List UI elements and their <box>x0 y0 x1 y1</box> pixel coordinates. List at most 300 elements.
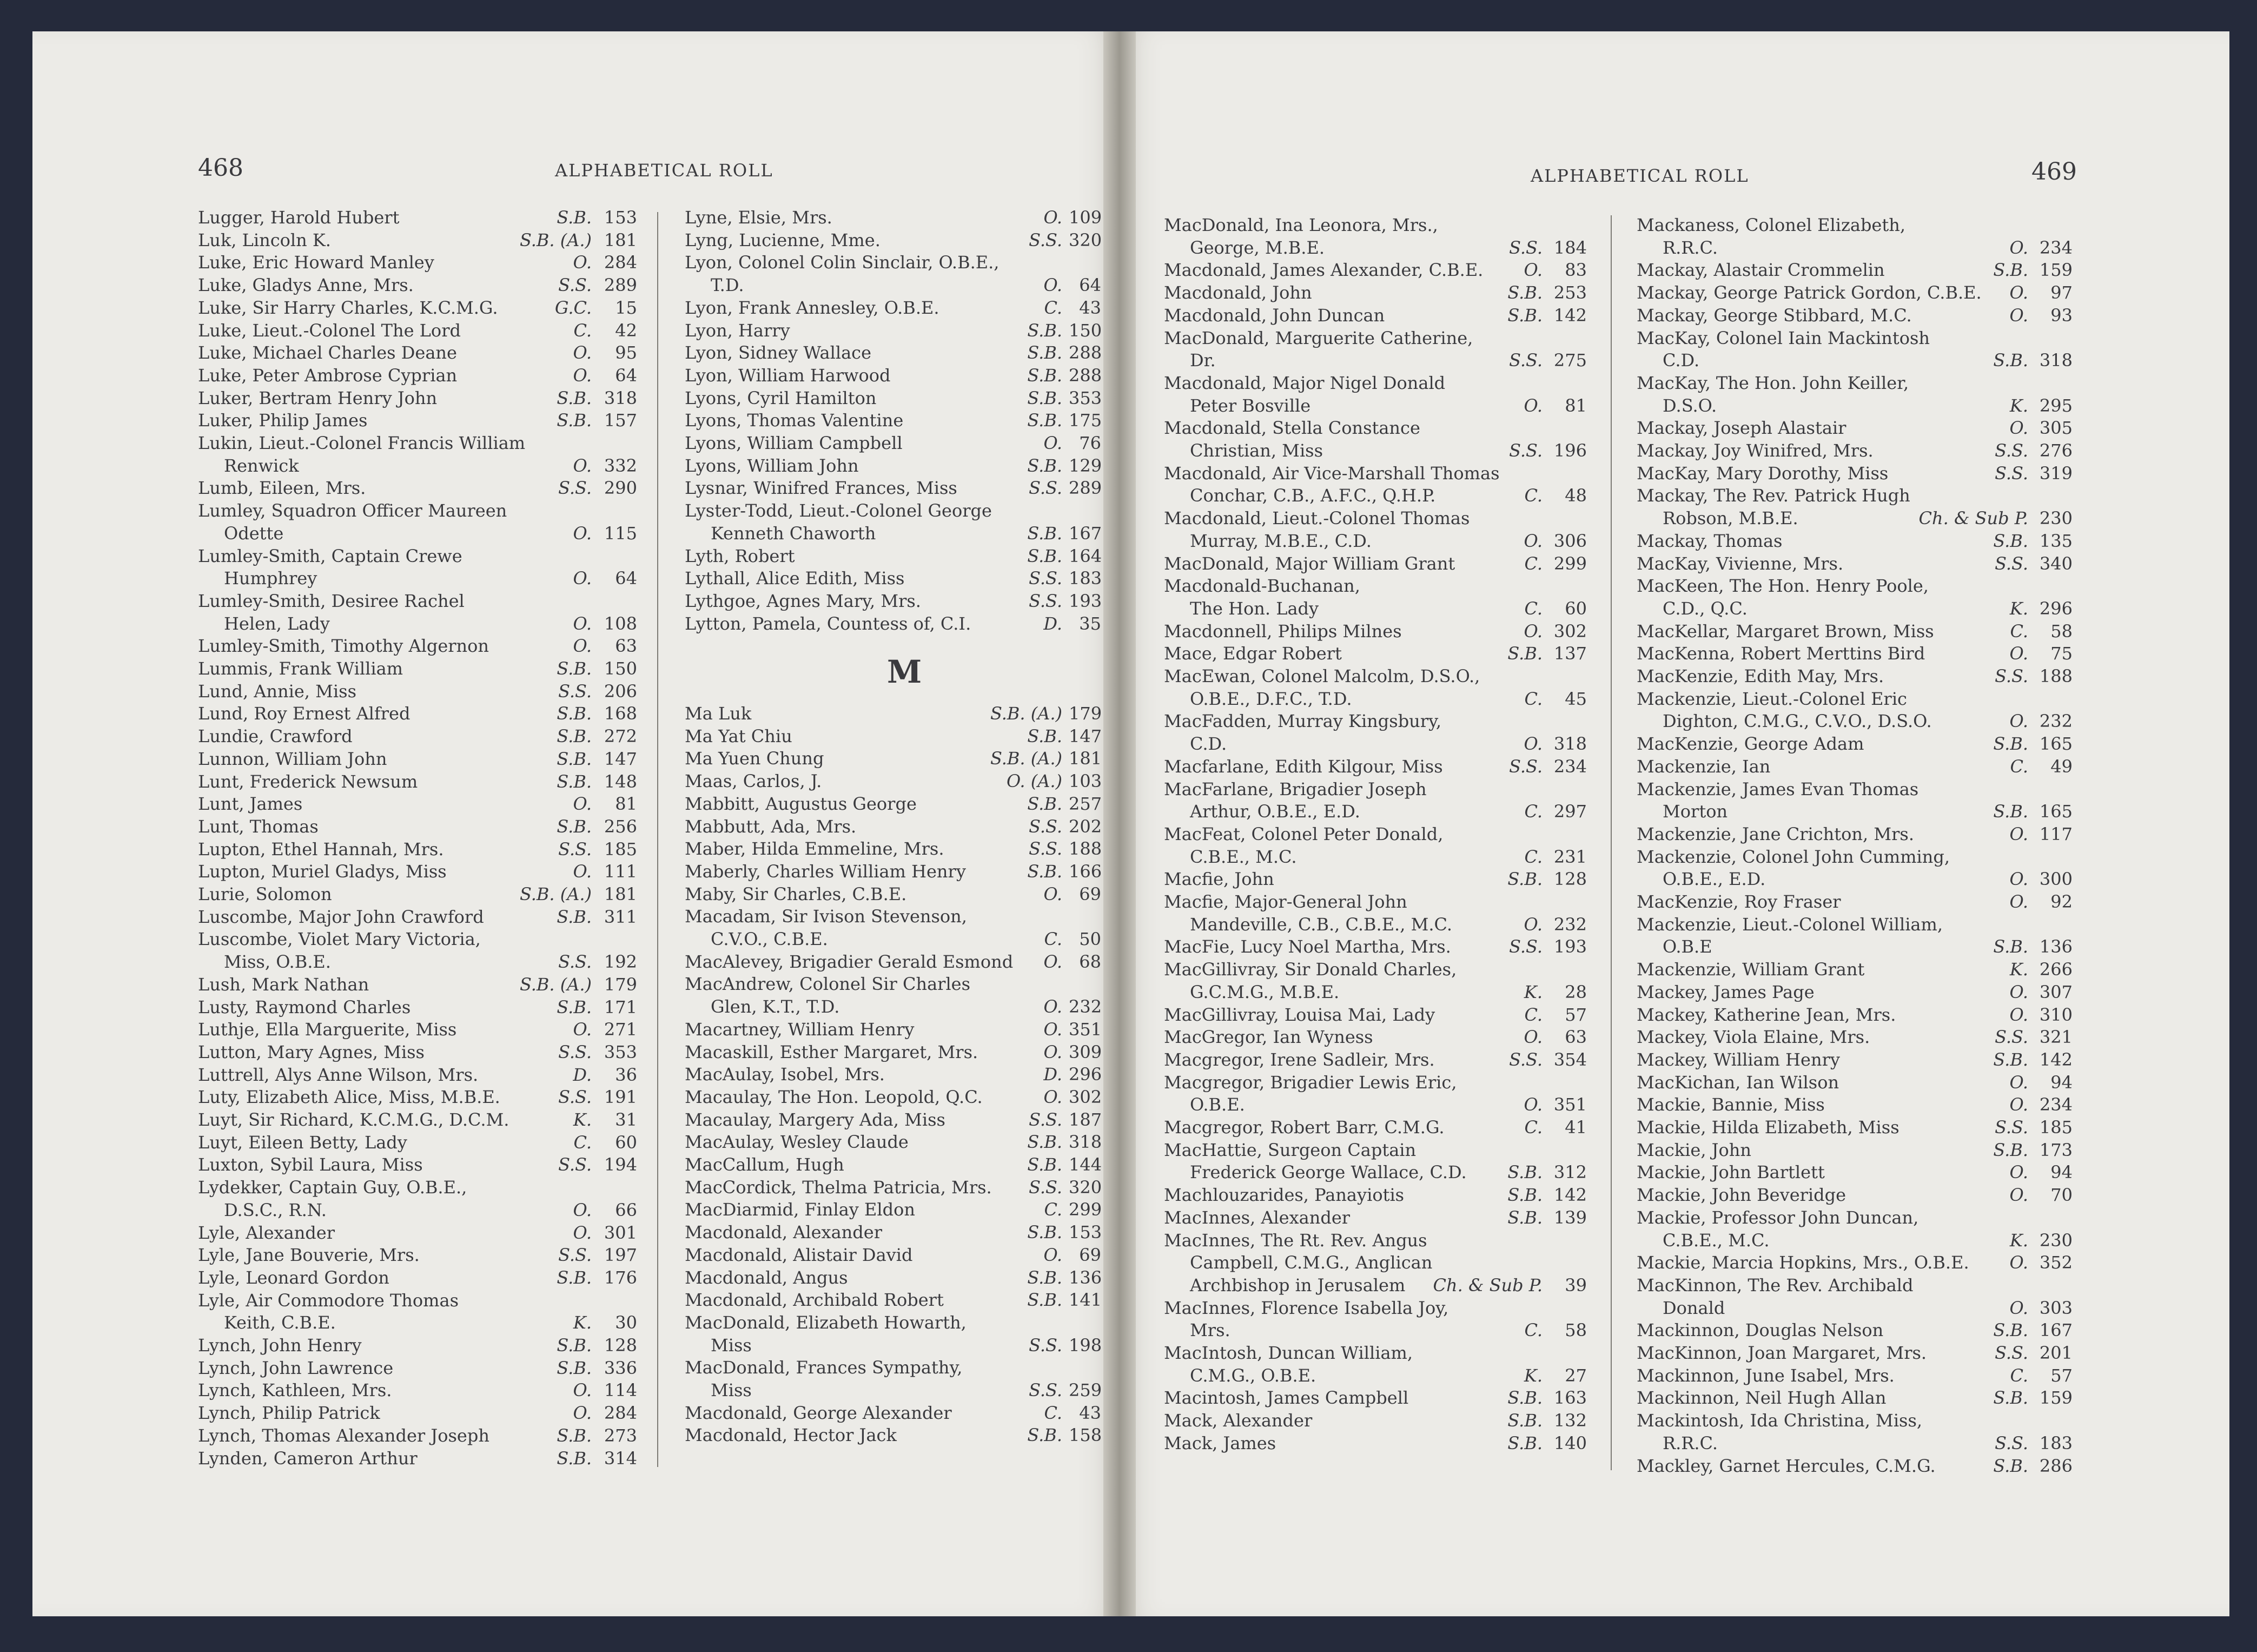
roll-entry-award: O. <box>1043 1041 1062 1062</box>
roll-entry-award: S.B. <box>1507 869 1543 890</box>
roll-entry-award: S.S. <box>558 680 592 702</box>
roll-entry-award: S.S. <box>1995 666 2028 686</box>
roll-entry-name: Macadam, Sir Ivison Stevenson, <box>685 906 967 927</box>
roll-entry-page-ref: 232 <box>2039 711 2073 732</box>
roll-entry-award: O. <box>573 365 592 386</box>
roll-entry-page-ref: 201 <box>2039 1343 2073 1363</box>
roll-entry-award: O. <box>573 636 592 657</box>
roll-entry-award: S.B. <box>1027 342 1062 364</box>
roll-entry-page-ref: 69 <box>1079 883 1101 904</box>
roll-entry-page-ref: 191 <box>604 1087 637 1108</box>
roll-entry-award: S.B. <box>557 726 592 747</box>
roll-entry-page-ref: 320 <box>1069 229 1102 250</box>
roll-entry-page-ref: 109 <box>1069 207 1102 228</box>
roll-entry-name: R.R.C. <box>1637 237 1718 258</box>
roll-entry-page-ref: 302 <box>1553 620 1587 642</box>
roll-entry-page-ref: 58 <box>1565 1320 1587 1341</box>
roll-entry-page-ref: 66 <box>615 1199 637 1220</box>
right-running-head: ALPHABETICAL ROLL <box>1531 166 1749 186</box>
roll-entry-page-ref: 183 <box>2039 1432 2073 1453</box>
roll-entry-page-ref: 276 <box>2039 440 2073 461</box>
roll-entry-name: Mackay, Joy Winifred, Mrs. <box>1637 440 1874 461</box>
roll-entry-award: O. <box>573 252 592 273</box>
roll-entry-award: O. <box>1524 260 1543 281</box>
roll-entry-name: Mackay, George Stibbard, M.C. <box>1637 305 1912 326</box>
roll-entry-award: O. <box>573 1019 592 1040</box>
roll-entry-name: C.D. <box>1164 734 1227 755</box>
roll-entry-award: S.B. (A.) <box>990 703 1062 724</box>
roll-entry-page-ref: 181 <box>604 884 637 904</box>
roll-entry-page-ref: 351 <box>1553 1094 1587 1115</box>
roll-entry-name: Lumley-Smith, Captain Crewe <box>198 545 462 566</box>
roll-entry-award: S.B. <box>1507 1432 1543 1453</box>
roll-entry-page-ref: 234 <box>2039 237 2073 258</box>
roll-entry-page-ref: 273 <box>604 1425 637 1446</box>
roll-entry-name: D.S.O. <box>1637 395 1717 416</box>
roll-entry-page-ref: 198 <box>1069 1334 1102 1356</box>
roll-entry-award: C. <box>573 320 592 341</box>
roll-entry-page-ref: 202 <box>1069 816 1102 837</box>
roll-entry-name: Frederick George Wallace, C.D. <box>1164 1162 1467 1183</box>
roll-entry-name: MacKenzie, Edith May, Mrs. <box>1637 666 1884 686</box>
left-column-rule <box>657 212 658 1467</box>
roll-entry-award: S.B. <box>1027 1425 1062 1446</box>
roll-entry-award: O. <box>1524 734 1543 755</box>
roll-entry-award: S.B. <box>1507 643 1543 664</box>
roll-entry-name: O.B.E., E.D. <box>1637 869 1766 890</box>
roll-entry-award: S.S. <box>558 1087 592 1108</box>
roll-entry-name: Kenneth Chaworth <box>685 523 876 544</box>
roll-entry-page-ref: 259 <box>1069 1380 1102 1400</box>
roll-entry-page-ref: 266 <box>2039 959 2073 980</box>
roll-entry-name: Lyle, Jane Bouverie, Mrs. <box>198 1245 420 1266</box>
roll-entry-page-ref: 167 <box>2039 1320 2073 1341</box>
roll-entry-name: Dighton, C.M.G., C.V.O., D.S.O. <box>1637 711 1932 732</box>
roll-entry-award: D. <box>1043 1064 1062 1085</box>
roll-entry-name: MacFeat, Colonel Peter Donald, <box>1164 823 1444 844</box>
roll-entry-page-ref: 234 <box>2039 1094 2073 1115</box>
roll-entry-name: Mackenzie, Lieut.-Colonel Eric <box>1637 688 1907 709</box>
roll-entry-award: C. <box>1044 1402 1062 1423</box>
roll-entry-award: S.B. <box>1027 320 1062 341</box>
roll-entry-award: S.S. <box>1509 350 1543 371</box>
roll-entry-name: MacKeen, The Hon. Henry Poole, <box>1637 576 1929 597</box>
roll-entry-name: MacDonald, Frances Sympathy, <box>685 1357 963 1378</box>
roll-entry-award: S.B. <box>1027 1222 1062 1243</box>
roll-entry-name: Macdonnell, Philips Milnes <box>1164 620 1402 642</box>
roll-entry-award: S.B. <box>557 906 592 927</box>
roll-entry-name: Mackie, Hilda Elizabeth, Miss <box>1637 1117 1899 1138</box>
roll-entry-award: C. <box>1524 598 1543 619</box>
roll-entry-award: K. <box>1524 981 1543 1002</box>
roll-entry-page-ref: 63 <box>615 636 637 657</box>
roll-entry-name: Luscombe, Major John Crawford <box>198 906 484 927</box>
roll-entry-name: Christian, Miss <box>1164 440 1323 461</box>
roll-entry-name: Ma Yat Chiu <box>685 725 792 746</box>
roll-entry-name: Mabbitt, Augustus George <box>685 793 917 814</box>
roll-entry-award: O. <box>573 1222 592 1243</box>
roll-entry-award: O. <box>573 455 592 476</box>
roll-entry-name: MacDonald, Elizabeth Howarth, <box>685 1312 967 1333</box>
roll-entry-name: Lurie, Solomon <box>198 884 332 904</box>
roll-entry-award: O. <box>573 794 592 815</box>
roll-entry-name: MacGillivray, Louisa Mai, Lady <box>1164 1004 1435 1025</box>
roll-entry-award: K. <box>2009 959 2028 980</box>
roll-entry-award: S.S. <box>1509 237 1543 258</box>
roll-entry-award: S.S. <box>558 1154 592 1175</box>
roll-entry-award: O. <box>1043 1019 1062 1040</box>
roll-entry-name: Lyon, Colonel Colin Sinclair, O.B.E., <box>685 252 1000 273</box>
roll-entry-page-ref: 193 <box>1069 590 1102 611</box>
roll-entry-name: MacFarlane, Brigadier Joseph <box>1164 778 1427 799</box>
roll-entry-page-ref: 301 <box>604 1222 637 1243</box>
roll-entry-page-ref: 302 <box>1069 1086 1102 1107</box>
roll-entry-page-ref: 181 <box>604 229 637 250</box>
roll-entry-name: Mack, Alexander <box>1164 1410 1313 1431</box>
roll-entry-name: Lythgoe, Agnes Mary, Mrs. <box>685 590 921 611</box>
roll-entry-page-ref: 187 <box>1069 1109 1102 1130</box>
roll-entry-page-ref: 60 <box>1565 598 1587 619</box>
roll-entry-name: Luscombe, Violet Mary Victoria, <box>198 929 481 950</box>
roll-entry-page-ref: 171 <box>604 996 637 1017</box>
roll-entry-page-ref: 306 <box>1553 530 1587 551</box>
roll-entry-name: Lyons, Cyril Hamilton <box>685 387 877 408</box>
roll-entry-name: Lyon, William Harwood <box>685 365 891 386</box>
roll-entry-page-ref: 31 <box>615 1109 637 1130</box>
roll-entry-award: O. <box>1043 951 1062 972</box>
roll-entry-name: O.B.E. <box>1164 1094 1245 1115</box>
roll-entry-page-ref: 135 <box>2039 530 2073 551</box>
roll-entry-page-ref: 288 <box>1069 342 1102 364</box>
roll-entry-name: G.C.M.G., M.B.E. <box>1164 981 1340 1002</box>
roll-entry-name: Luke, Eric Howard Manley <box>198 252 434 273</box>
roll-entry-award: S.B. (A.) <box>519 884 592 904</box>
roll-entry-name: Renwick <box>198 455 299 476</box>
roll-entry-award: S.B. <box>1027 1132 1062 1153</box>
roll-entry-name: Lythall, Alice Edith, Miss <box>685 568 905 589</box>
roll-entry-award: S.B. <box>557 816 592 837</box>
roll-entry-name: Macfie, Major-General John <box>1164 891 1407 912</box>
roll-entry-award: O. <box>2009 643 2028 664</box>
roll-entry-name: Mackenzie, Jane Crichton, Mrs. <box>1637 823 1914 844</box>
roll-entry-page-ref: 289 <box>604 275 637 296</box>
roll-entry-page-ref: 284 <box>604 252 637 273</box>
roll-entry-page-ref: 353 <box>1069 387 1102 408</box>
roll-entry-award: S.B. <box>1027 1267 1062 1288</box>
roll-entry-award: S.B. <box>1993 350 2028 371</box>
roll-entry-name: MacCallum, Hugh <box>685 1154 844 1175</box>
roll-entry-page-ref: 153 <box>604 207 637 228</box>
roll-entry-name: MacFadden, Murray Kingsbury, <box>1164 711 1442 732</box>
roll-entry-page-ref: 299 <box>1069 1199 1102 1220</box>
roll-entry-page-ref: 176 <box>604 1267 637 1288</box>
roll-entry-page-ref: 144 <box>1069 1154 1102 1175</box>
roll-entry-name: MacDiarmid, Finlay Eldon <box>685 1199 915 1220</box>
roll-entry-name: Mackay, Thomas <box>1637 530 1783 551</box>
roll-entry-page-ref: 352 <box>2039 1252 2073 1273</box>
roll-entry-award: S.B. <box>1027 725 1062 746</box>
roll-entry-name: MacCordick, Thelma Patricia, Mrs. <box>685 1177 992 1198</box>
roll-entry-name: Mackinnon, Neil Hugh Allan <box>1637 1387 1887 1409</box>
roll-entry-page-ref: 318 <box>1069 1132 1102 1153</box>
roll-entry-name: Lyle, Alexander <box>198 1222 335 1243</box>
roll-entry-award: S.B. <box>1507 1162 1543 1183</box>
roll-entry-award: D. <box>1043 613 1062 634</box>
roll-entry-award: O. <box>1524 914 1543 935</box>
roll-entry-name: Lupton, Muriel Gladys, Miss <box>198 861 447 882</box>
roll-entry-name: Macfarlane, Edith Kilgour, Miss <box>1164 756 1443 777</box>
roll-entry-name: Macdonald, George Alexander <box>685 1402 952 1423</box>
roll-entry-name: Mackie, John Beveridge <box>1637 1185 1846 1206</box>
roll-entry-name: Ma Yuen Chung <box>685 748 824 769</box>
roll-entry-name: Lyne, Elsie, Mrs. <box>685 207 832 228</box>
roll-entry-award: S.B. (A.) <box>519 229 592 250</box>
roll-entry-award: Ch. & Sub P. <box>1433 1274 1543 1296</box>
roll-entry-award: S.B. <box>1993 1049 2028 1070</box>
roll-entry-page-ref: 83 <box>1565 260 1587 281</box>
roll-entry-award: S.S. <box>1509 1049 1543 1070</box>
roll-entry-award: S.B. <box>1027 545 1062 566</box>
roll-entry-award: O. (A.) <box>1007 771 1062 792</box>
roll-entry-award: S.B. <box>1027 793 1062 814</box>
roll-entry-name: Peter Bosville <box>1164 395 1311 416</box>
roll-entry-name: Lynch, John Henry <box>198 1335 362 1356</box>
roll-entry-award: O. <box>2009 981 2028 1002</box>
roll-entry-page-ref: 136 <box>2039 936 2073 957</box>
roll-entry-name: Luke, Gladys Anne, Mrs. <box>198 275 414 296</box>
roll-entry-page-ref: 108 <box>604 613 637 634</box>
roll-entry-page-ref: 193 <box>1553 936 1587 957</box>
roll-entry-page-ref: 165 <box>2039 801 2073 822</box>
roll-entry-award: S.S. <box>1029 229 1062 250</box>
roll-entry-award: S.S. <box>1029 1177 1062 1198</box>
roll-entry-award: S.S. <box>1995 462 2028 484</box>
roll-entry-name: Luyt, Eileen Betty, Lady <box>198 1132 407 1153</box>
roll-entry-name: Lumb, Eileen, Mrs. <box>198 478 366 499</box>
roll-entry-page-ref: 93 <box>2050 305 2073 326</box>
roll-entry-name: MacInnes, Florence Isabella Joy, <box>1164 1297 1449 1318</box>
roll-entry-name: MacDonald, Major William Grant <box>1164 553 1455 574</box>
roll-entry-name: Odette <box>198 523 284 544</box>
roll-entry-page-ref: 70 <box>2050 1185 2073 1206</box>
roll-entry-name: Macdonald, Air Vice-Marshall Thomas <box>1164 462 1500 484</box>
roll-entry-name: Lyon, Frank Annesley, O.B.E. <box>685 297 939 318</box>
roll-entry-page-ref: 76 <box>1079 433 1101 453</box>
roll-entry-award: G.C. <box>554 297 592 318</box>
roll-entry-page-ref: 196 <box>1553 440 1587 461</box>
roll-entry-name: Macdonald, Hector Jack <box>685 1425 897 1446</box>
roll-entry-award: C. <box>1044 929 1062 949</box>
roll-entry-name: Lynch, John Lawrence <box>198 1357 394 1378</box>
roll-entry-page-ref: 232 <box>1553 914 1587 935</box>
roll-entry-name: Macdonald, Major Nigel Donald <box>1164 372 1446 393</box>
roll-entry-award: O. <box>1524 530 1543 551</box>
roll-entry-name: C.D., Q.C. <box>1637 598 1748 619</box>
roll-entry-page-ref: 166 <box>1069 861 1102 882</box>
roll-entry-award: S.B. <box>557 771 592 792</box>
roll-entry-page-ref: 159 <box>2039 260 2073 281</box>
roll-entry-page-ref: 173 <box>2039 1139 2073 1160</box>
roll-entry-name: Campbell, C.M.G., Anglican <box>1164 1252 1433 1273</box>
roll-entry-award: S.S. <box>1029 568 1062 589</box>
roll-entry-name: Lyle, Leonard Gordon <box>198 1267 389 1288</box>
roll-entry-award: S.B. <box>557 207 592 228</box>
roll-entry-award: O. <box>2009 823 2028 844</box>
roll-entry-name: Luke, Lieut.-Colonel The Lord <box>198 320 461 341</box>
roll-entry-page-ref: 35 <box>1079 613 1101 634</box>
roll-entry-name: Mackie, John <box>1637 1139 1751 1160</box>
roll-entry-name: Lunt, James <box>198 794 303 815</box>
roll-entry-page-ref: 165 <box>2039 734 2073 755</box>
roll-entry-name: Lund, Roy Ernest Alfred <box>198 703 411 724</box>
roll-entry-award: S.B. <box>1993 1455 2028 1476</box>
roll-entry-name: Mackay, Alastair Crommelin <box>1637 260 1885 281</box>
roll-entry-name: MacKenzie, Roy Fraser <box>1637 891 1841 912</box>
roll-entry-name: Donald <box>1637 1297 1725 1318</box>
roll-entry-page-ref: 157 <box>604 410 637 431</box>
roll-entry-page-ref: 159 <box>2039 1387 2073 1409</box>
roll-entry-award: O. <box>1043 207 1062 228</box>
roll-entry-name: Mackay, George Patrick Gordon, C.B.E. <box>1637 282 1982 303</box>
roll-entry-name: Miss <box>685 1334 752 1356</box>
roll-entry-name: Luty, Elizabeth Alice, Miss, M.B.E. <box>198 1087 500 1108</box>
roll-entry-page-ref: 271 <box>604 1019 637 1040</box>
roll-entry-name: Murray, M.B.E., C.D. <box>1164 530 1372 551</box>
book-gutter <box>1103 31 1136 1616</box>
roll-entry-award: S.B. <box>557 410 592 431</box>
roll-entry-page-ref: 142 <box>2039 1049 2073 1070</box>
roll-entry-name: MacEwan, Colonel Malcolm, D.S.O., <box>1164 666 1480 686</box>
roll-entry-name: Macdonald, Stella Constance <box>1164 418 1420 439</box>
roll-entry-award: K. <box>573 1109 592 1130</box>
roll-entry-page-ref: 140 <box>1553 1432 1587 1453</box>
roll-entry-name: Dr. <box>1164 350 1216 371</box>
roll-entry-name: T.D. <box>685 275 744 296</box>
roll-entry-award: O. <box>1043 1086 1062 1107</box>
roll-entry-page-ref: 137 <box>1553 643 1587 664</box>
roll-entry-award: O. <box>2009 237 2028 258</box>
roll-entry-page-ref: 141 <box>1069 1290 1102 1311</box>
roll-entry-award: O. <box>573 568 592 589</box>
roll-entry-name: Morton <box>1637 801 1728 822</box>
roll-entry-name: Macdonald, John Duncan <box>1164 305 1385 326</box>
roll-entry-award: S.S. <box>1995 1027 2028 1048</box>
roll-entry-name: O.B.E <box>1637 936 1712 957</box>
roll-entry-name: George, M.B.E. <box>1164 237 1325 258</box>
roll-entry-name: MacKenzie, George Adam <box>1637 734 1864 755</box>
roll-entry-name: C.B.E., M.C. <box>1637 1230 1770 1251</box>
roll-entry-award: K. <box>2009 1230 2028 1251</box>
roll-entry-name: Mackaness, Colonel Elizabeth, <box>1637 215 1905 235</box>
roll-entry-page-ref: 312 <box>1553 1162 1587 1183</box>
roll-entry-name: Macdonald, James Alexander, C.B.E. <box>1164 260 1484 281</box>
roll-entry-award: S.S. <box>1509 756 1543 777</box>
roll-entry-award: S.B. <box>1993 801 2028 822</box>
roll-entry-award: C. <box>1524 1117 1543 1138</box>
roll-entry-award: S.B. <box>1993 1320 2028 1341</box>
roll-entry-name: Mrs. <box>1164 1320 1230 1341</box>
roll-entry-page-ref: 158 <box>1069 1425 1102 1446</box>
roll-entry-page-ref: 185 <box>2039 1117 2073 1138</box>
roll-entry-page-ref: 299 <box>1553 553 1587 574</box>
roll-entry-name: MacInnes, The Rt. Rev. Angus <box>1164 1230 1427 1251</box>
roll-entry-award: S.B. <box>1993 936 2028 957</box>
left-running-head: ALPHABETICAL ROLL <box>555 160 773 181</box>
roll-entry-page-ref: 319 <box>2039 462 2073 484</box>
roll-entry-page-ref: 289 <box>1069 478 1102 499</box>
roll-entry-award: S.B. <box>1027 1154 1062 1175</box>
roll-entry-name: Lynch, Philip Patrick <box>198 1403 380 1424</box>
roll-entry-page-ref: 234 <box>1553 756 1587 777</box>
roll-entry-name: MacGregor, Ian Wyness <box>1164 1027 1373 1048</box>
roll-entry-name: MacFie, Lucy Noel Martha, Mrs. <box>1164 936 1451 957</box>
roll-entry-award: S.S. <box>1995 1343 2028 1363</box>
roll-entry-name: Luthje, Ella Marguerite, Miss <box>198 1019 457 1040</box>
roll-entry-award: O. <box>573 342 592 364</box>
roll-entry-name: Glen, K.T., T.D. <box>685 996 840 1017</box>
roll-entry-award: S.S. <box>1029 1334 1062 1356</box>
roll-entry-page-ref: 188 <box>2039 666 2073 686</box>
roll-entry-name: Macdonald, Lieut.-Colonel Thomas <box>1164 508 1470 529</box>
roll-entry-name: Macdonald, John <box>1164 282 1312 303</box>
roll-entry-name: MacIntosh, Duncan William, <box>1164 1343 1413 1363</box>
roll-entry-name: Mackenzie, Colonel John Cumming, <box>1637 846 1950 867</box>
roll-entry-page-ref: 114 <box>604 1380 637 1401</box>
roll-entry-award: S.B. <box>1027 387 1062 408</box>
roll-entry-award: O. <box>573 861 592 882</box>
roll-entry-name: Macartney, William Henry <box>685 1019 915 1040</box>
roll-entry-award: S.B. <box>1507 1185 1543 1206</box>
roll-entry-name: Mackie, Bannie, Miss <box>1637 1094 1825 1115</box>
roll-entry-page-ref: 303 <box>2039 1297 2073 1318</box>
roll-entry-name: Lynden, Cameron Arthur <box>198 1448 418 1469</box>
roll-entry-name: Maberly, Charles William Henry <box>685 861 966 882</box>
roll-entry-name: Lush, Mark Nathan <box>198 974 369 995</box>
roll-entry-page-ref: 63 <box>1565 1027 1587 1048</box>
roll-entry-name: Luk, Lincoln K. <box>198 229 331 250</box>
roll-entry-page-ref: 184 <box>1553 237 1587 258</box>
roll-entry-name: MacKenna, Robert Merttins Bird <box>1637 643 1925 664</box>
roll-entry-award: C. <box>1524 485 1543 506</box>
roll-entry-name: MacAlevey, Brigadier Gerald Esmond <box>685 951 1014 972</box>
roll-entry-name: Lyster-Todd, Lieut.-Colonel George <box>685 500 992 521</box>
roll-entry-award: S.S. <box>558 275 592 296</box>
roll-entry-name: Mace, Edgar Robert <box>1164 643 1342 664</box>
roll-entry-page-ref: 275 <box>1553 350 1587 371</box>
roll-entry-award: S.B. <box>1027 861 1062 882</box>
roll-entry-award: S.S. <box>558 838 592 860</box>
roll-entry-page-ref: 307 <box>2039 981 2073 1002</box>
roll-entry-name: MacAulay, Wesley Claude <box>685 1132 909 1153</box>
roll-entry-name: Lyng, Lucienne, Mme. <box>685 229 881 250</box>
roll-entry-page-ref: 197 <box>604 1245 637 1266</box>
roll-entry-page-ref: 310 <box>2039 1004 2073 1025</box>
roll-entry-award: K. <box>2009 598 2028 619</box>
roll-entry-name: Humphrey <box>198 568 317 589</box>
roll-entry-award: S.B. (A.) <box>519 974 592 995</box>
roll-entry-award: K. <box>573 1312 592 1333</box>
roll-entry-page-ref: 95 <box>615 342 637 364</box>
roll-entry-page-ref: 128 <box>604 1335 637 1356</box>
roll-entry-award: S.B. <box>1507 305 1543 326</box>
roll-entry-award: S.S. <box>1029 590 1062 611</box>
roll-entry-page-ref: 188 <box>1069 838 1102 860</box>
roll-entry-page-ref: 64 <box>615 365 637 386</box>
roll-entry-name: D.S.C., R.N. <box>198 1199 327 1220</box>
roll-entry-name: Lysnar, Winifred Frances, Miss <box>685 478 957 499</box>
roll-entry-award: S.B. <box>1027 410 1062 431</box>
roll-entry-name: Lupton, Ethel Hannah, Mrs. <box>198 838 444 860</box>
